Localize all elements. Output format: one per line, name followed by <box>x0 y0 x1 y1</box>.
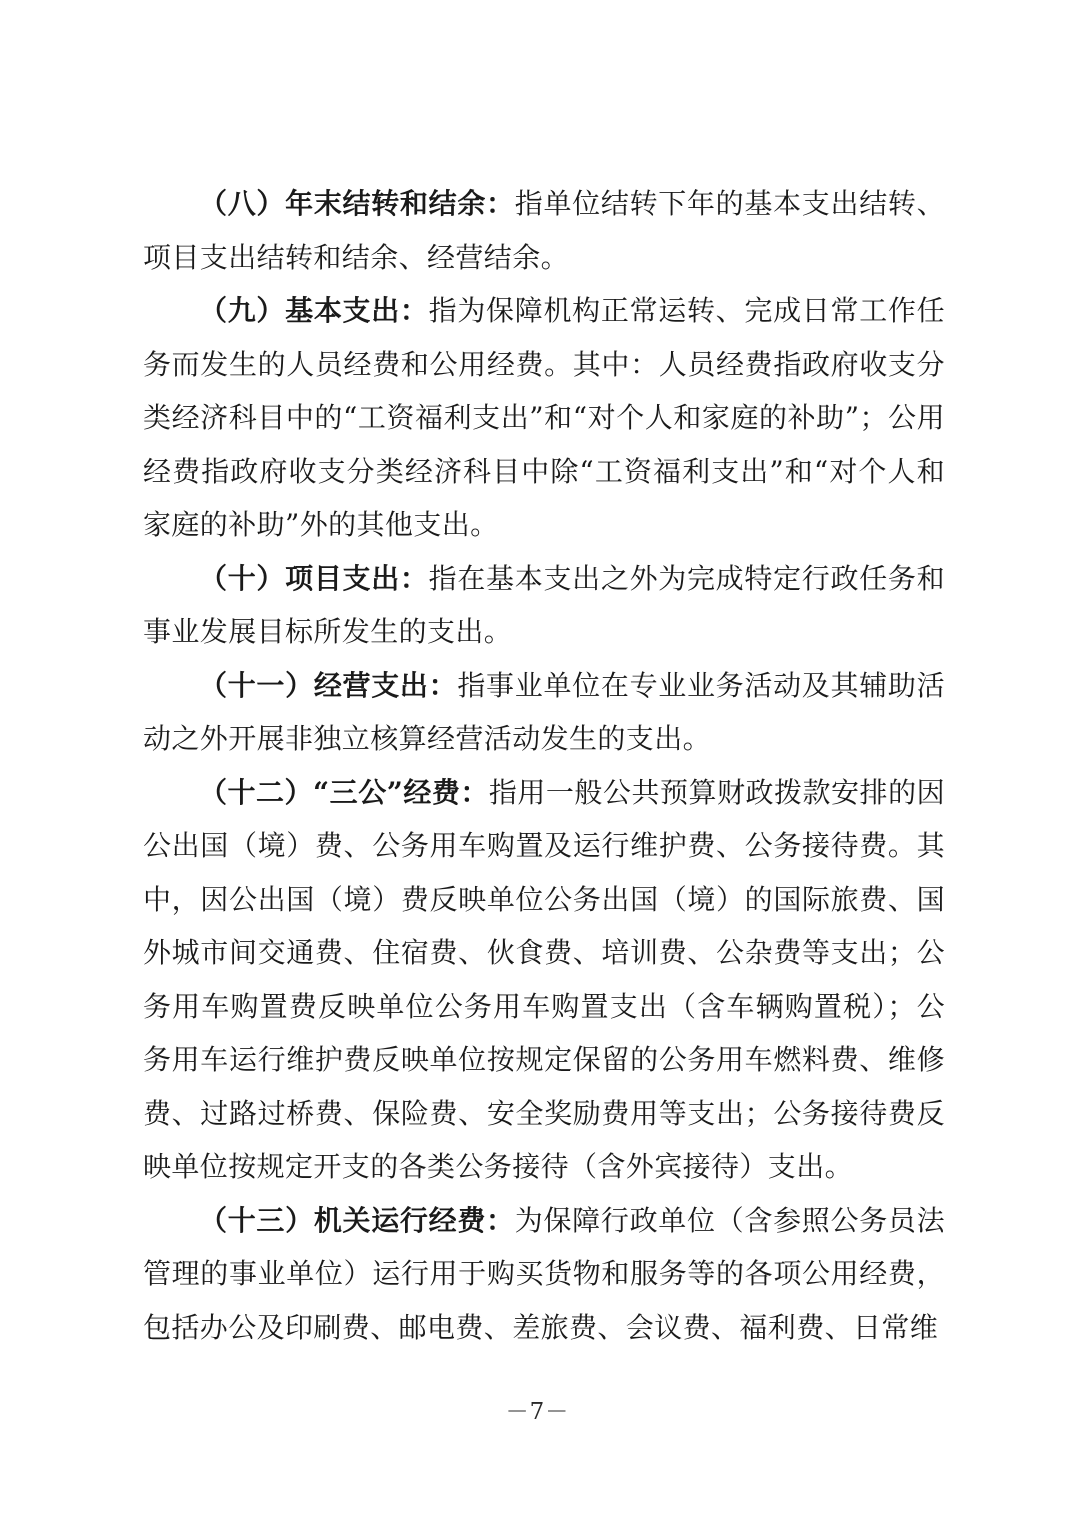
term-definition: 指事业单位在专业业务活动及其辅助活动之外开展非独立核算经营活动发生的支出。 <box>143 668 945 755</box>
document-body <box>143 177 945 1354</box>
term-definition: 指单位结转下年的基本支出结转、项目支出结转和结余、经营结余。 <box>143 187 945 274</box>
term-definition: 为保障行政单位（含参照公务员法管理的事业单位）运行用于购买货物和服务等的各项公用经费，包括办公及印刷费、邮电费、差旅费、会议费、福利费、日常维 <box>143 1203 945 1344</box>
paragraph-term-12 <box>143 766 945 1194</box>
paragraph-term-11 <box>143 659 945 766</box>
paragraph-term-9 <box>143 284 945 552</box>
term-label: （十）项目支出： <box>199 561 429 595</box>
page-number: －7－ <box>505 1399 570 1425</box>
paragraph-term-10 <box>143 552 945 659</box>
term-label: （十一）经营支出： <box>199 668 458 702</box>
term-definition: 指为保障机构正常运转、完成日常工作任务而发生的人员经费和公用经费。其中：人员经费指政府收支分类经济科目中的“工资福利支出”和“对个人和家庭的补助”；公用经费指政府收支分类经济科目中除“工资福利支出”和“对个人和家庭的补助”外的其他支出。 <box>143 294 946 541</box>
term-definition: 指在基本支出之外为完成特定行政任务和事业发展目标所发生的支出。 <box>143 561 946 648</box>
paragraph-term-8 <box>143 177 945 284</box>
paragraph-term-13 <box>143 1194 945 1355</box>
term-label: （十三）机关运行经费： <box>199 1203 515 1237</box>
term-definition: 指用一般公共预算财政拨款安排的因公出国（境）费、公务用车购置及运行维护费、公务接待费。其中，因公出国（境）费反映单位公务出国（境）的国际旅费、国外城市间交通费、住宿费、伙食费、培训费、公杂费等支出；公务用车购置费反映单位公务用车购置支出（含车辆购置税）；公务用车运行维护费反映单位按规定保留的公务用车燃料费、维修费、过路过桥费、保险费、安全奖励费用等支出；公务接待费反映单位按规定开支的各类公务接待（含外宾接待）支出。 <box>143 775 945 1183</box>
term-label: （九）基本支出： <box>199 294 429 327</box>
term-label: （十二）“三公”经费： <box>199 775 489 809</box>
term-label: （八）年末结转和结余： <box>199 187 515 220</box>
